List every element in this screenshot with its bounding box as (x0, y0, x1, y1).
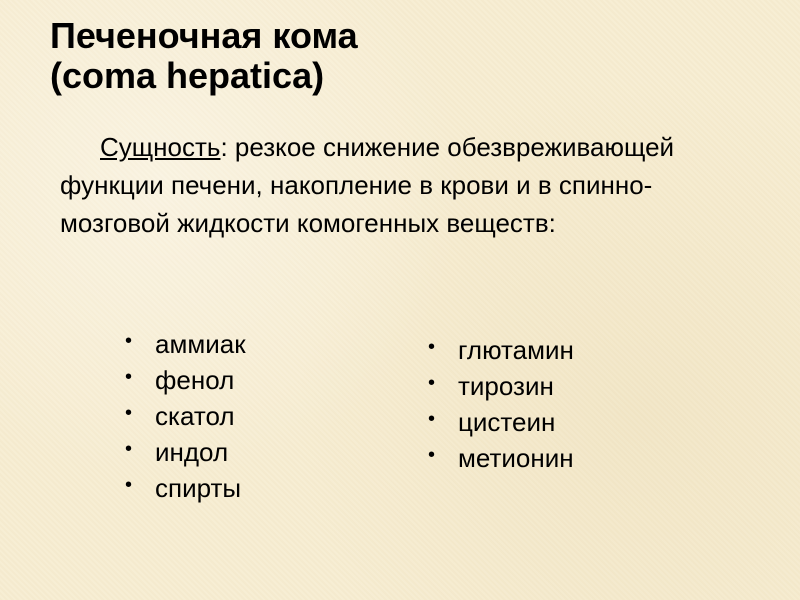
list-item (125, 362, 246, 398)
list-item-label: аммиак (155, 329, 246, 359)
list-item (125, 434, 246, 470)
list-item (125, 398, 246, 434)
bullet-icon: • (428, 372, 436, 394)
bullet-icon: • (125, 474, 133, 496)
bullet-icon: • (125, 402, 133, 424)
list-item (428, 440, 574, 476)
list-item-label: индол (155, 437, 229, 467)
list-item-label: цистеин (458, 407, 556, 437)
title-line-2: (coma hepatica) (50, 55, 325, 96)
substance-list-right (428, 332, 574, 476)
essence-paragraph (60, 128, 760, 242)
list-item-label: тирозин (458, 371, 554, 401)
list-item (428, 404, 574, 440)
essence-label: Сущность (100, 132, 221, 162)
list-item-label: метионин (458, 443, 574, 473)
list-item (125, 470, 246, 506)
list-item (428, 332, 574, 368)
essence-text: : резкое снижение обезвреживающей функции печени, накопление в крови и в спинно-мозговой жидкости комогенных веществ: (60, 132, 675, 238)
bullet-icon: • (125, 330, 133, 352)
bullet-icon: • (428, 336, 436, 358)
list-item (428, 368, 574, 404)
substance-list-left (125, 326, 246, 506)
bullet-icon: • (125, 366, 133, 388)
bullet-icon: • (428, 408, 436, 430)
slide-title (50, 16, 358, 96)
list-item-label: скатол (155, 401, 235, 431)
title-line-1: Печеночная кома (50, 15, 358, 56)
list-item-label: спирты (155, 473, 242, 503)
bullet-icon: • (428, 444, 436, 466)
list-item-label: фенол (155, 365, 235, 395)
bullet-icon: • (125, 438, 133, 460)
list-item-label: глютамин (458, 335, 574, 365)
list-item (125, 326, 246, 362)
